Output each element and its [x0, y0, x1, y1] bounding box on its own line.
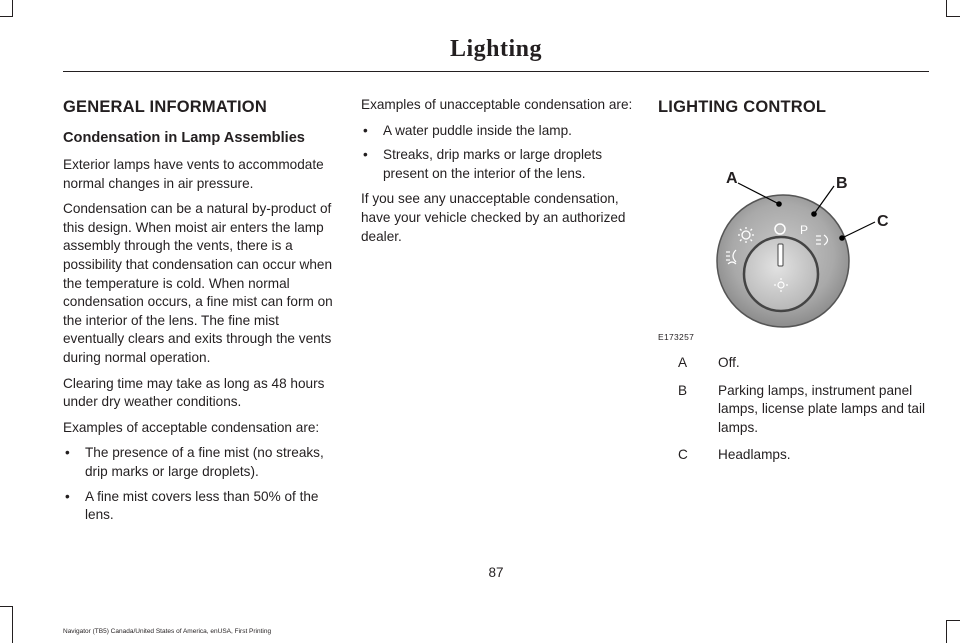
right-column	[658, 96, 933, 474]
figure-id: E173257	[658, 332, 695, 342]
crop-mark-top-left-v	[12, 0, 13, 17]
legend-text: Headlamps.	[718, 447, 791, 463]
crop-mark-top-left-h	[0, 16, 13, 17]
parking-lamp-icon: P	[800, 223, 809, 237]
paragraph-clearing-time: Clearing time may take as long as 48 hours under dry weather conditions.	[63, 375, 325, 410]
crop-mark-bottom-left-v	[12, 606, 13, 643]
bullet-icon: •	[363, 122, 368, 138]
callout-label-a: A	[726, 170, 738, 187]
list-item: • A water puddle inside the lamp.	[361, 122, 636, 141]
headlamp-switch-illustration	[658, 128, 896, 338]
crop-mark-top-right-v	[946, 0, 947, 17]
callout-dot-a	[776, 201, 782, 207]
knob-pointer	[778, 244, 783, 266]
legend-row-b	[658, 382, 933, 438]
list-item: • A fine mist covers less than 50% of the lens.	[65, 488, 319, 523]
legend-text: Off.	[718, 355, 740, 370]
unacceptable-condensation-list	[361, 122, 636, 184]
legend-key: B	[678, 382, 688, 398]
middle-column	[361, 96, 636, 253]
page-header-title: Lighting	[449, 36, 543, 62]
bullet-icon: •	[65, 445, 70, 461]
legend-row-a	[658, 354, 933, 373]
callout-label-b: B	[836, 175, 848, 192]
callout-dot-c	[839, 235, 845, 241]
legend-key: C	[678, 447, 688, 463]
footer-text: Navigator (TB5) Canada/United States of America, enUSA, First Printing	[63, 628, 272, 635]
bullet-icon: •	[65, 488, 70, 504]
crop-mark-bottom-right-h	[946, 620, 960, 621]
subheading-condensation: Condensation in Lamp Assemblies	[63, 130, 305, 146]
legend-row-c	[658, 446, 933, 465]
paragraph-condensation: Condensation can be a natural by-product of this design. When moist air enters the lamp assembly through the vents, there is a possibility that condensation can occur when the temperature is cold. When normal condensation occurs, a fine mist can form on the interior of the lens. The fine mist eventually clears and exits through the vents during normal operation.	[63, 201, 333, 365]
legend-key: A	[678, 355, 688, 370]
header-rule	[63, 71, 929, 72]
crop-mark-top-right-h	[946, 16, 960, 17]
section-heading-lighting-control: LIGHTING CONTROL	[658, 98, 827, 116]
list-item: • The presence of a fine mist (no streaks, drip marks or large droplets).	[65, 445, 324, 479]
list-item: • Streaks, drip marks or large droplets present on the interior of the lens.	[363, 147, 603, 181]
lighting-control-figure	[658, 128, 896, 342]
paragraph-dealer: If you see any unacceptable condensation, have your vehicle checked by an authorized dealer.	[361, 191, 626, 244]
legend-text: Parking lamps, instrument panel lamps, license plate lamps and tail lamps.	[718, 382, 926, 435]
callout-label-c: C	[877, 213, 889, 230]
callout-line-c	[842, 222, 875, 238]
left-column	[63, 96, 338, 532]
paragraph-unacceptable-intro: Examples of unacceptable condensation are:	[361, 97, 633, 112]
crop-mark-bottom-left-h	[0, 606, 13, 607]
figure-legend	[658, 354, 933, 465]
paragraph-acceptable-intro: Examples of acceptable condensation are:	[63, 419, 320, 435]
paragraph-vents: Exterior lamps have vents to accommodate normal changes in air pressure.	[63, 157, 324, 191]
bullet-icon: •	[363, 147, 368, 163]
page-number: 87	[488, 565, 504, 580]
callout-dot-b	[811, 211, 817, 217]
section-heading-general-information: GENERAL INFORMATION	[63, 98, 267, 116]
acceptable-condensation-list	[63, 444, 338, 524]
crop-mark-bottom-right-v	[946, 620, 947, 643]
